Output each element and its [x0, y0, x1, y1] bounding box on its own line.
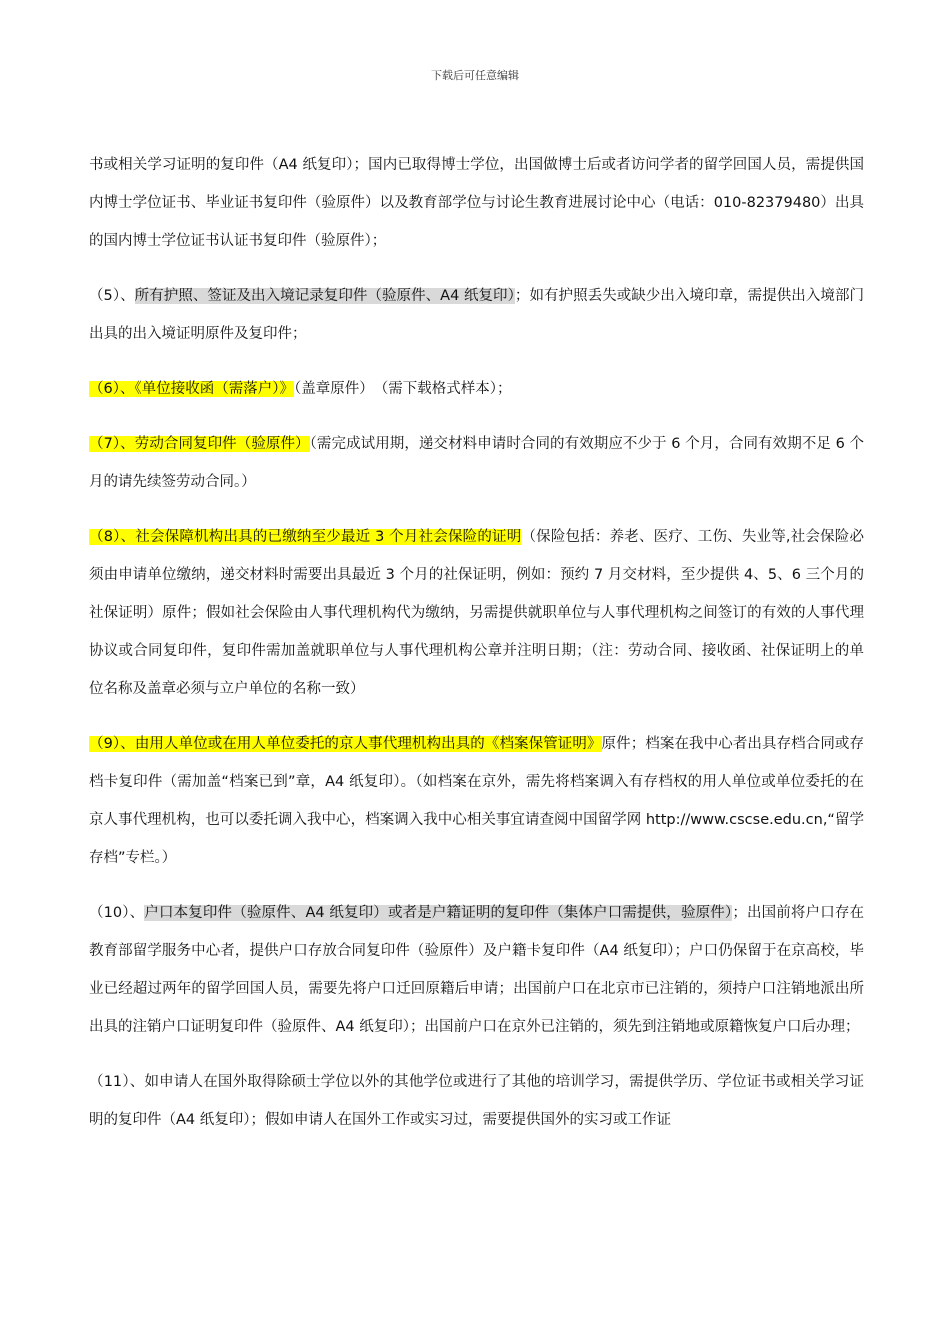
- paragraph-item-10: [89, 894, 864, 1046]
- paragraph-item-6: [89, 370, 864, 408]
- paragraph-text: （保险包括：养老、医疗、工伤、失业等,社会保险必须由申请单位缴纳，递交材料时需要出具最近 3 个月的社保证明，例如：预约 7 月交材料，至少提供 4、5、6 三个月的社保证明）原件；假如社会保险由人事代理机构代为缴纳，另需提供就职单位与人事代理机构之间签订的有效的人事代理协议或合同复印件，复印件需加盖就职单位与人事代理机构公章并注明日期；（注：劳动合同、接收函、社保证明上的单位名称及盖章必须与立户单位的名称一致）: [89, 529, 865, 697]
- paragraph-item-5: [89, 277, 864, 353]
- highlighted-text: 所有护照、签证及出入境记录复印件（验原件、A4 纸复印）: [134, 288, 515, 304]
- paragraph-text: ；如有护照丢失或缺少出入境印章，需提供出入境部门出具的出入境证明原件及复印件；: [89, 288, 864, 342]
- paragraph-text: （需完成试用期，递交材料申请时合同的有效期应不少于 6 个月，合同有效期不足 6 个月的请先续签劳动合同。）: [89, 436, 864, 490]
- document-body: [89, 146, 864, 1156]
- highlighted-text: 户口本复印件（验原件、A4 纸复印）或者是户籍证明的复印件（集体户口需提供，验原件）: [144, 905, 733, 921]
- highlighted-text: （7）、劳动合同复印件（验原件）: [89, 436, 310, 452]
- item-number: （5）、: [89, 288, 135, 304]
- paragraph-item-7: [89, 425, 864, 501]
- item-number: （10）、: [89, 905, 145, 921]
- paragraph-text: （11）、如申请人在国外取得除硕士学位以外的其他学位或进行了其他的培训学习，需提供学历、学位证书或相关学习证明的复印件（A4 纸复印）；假如申请人在国外工作或实习过，需要提供国外的实习或工作证: [89, 1074, 864, 1128]
- paragraph-continuation: [89, 146, 864, 260]
- paragraph-text: 原件；档案在我中心者出具存档合同或存档卡复印件（需加盖“档案已到”章，A4 纸复印）。（如档案在京外，需先将档案调入有存档权的用人单位或单位委托的在京人事代理机构，也可以委托调入我中心，档案调入我中心相关事宜请查阅中国留学网 http://www.cscse.edu.cn,“留学存档”专栏。）: [89, 736, 864, 866]
- highlighted-text: （9）、由用人单位或在用人单位委托的京人事代理机构出具的《档案保管证明》: [89, 736, 602, 752]
- highlighted-text: （6）、《单位接收函（需落户）》: [89, 381, 294, 397]
- paragraph-text: （盖章原件） （需下载格式样本）；: [293, 381, 512, 397]
- paragraph-item-9: [89, 725, 864, 877]
- paragraph-item-8: [89, 518, 864, 708]
- paragraph-text: 书或相关学习证明的复印件（A4 纸复印）；国内已取得博士学位，出国做博士后或者访问学者的留学回国人员，需提供国内博士学位证书、毕业证书复印件（验原件）以及教育部学位与讨论生教育进展讨论中心（电话：010-82379480）出具的国内博士学位证书认证书复印件（验原件）；: [89, 157, 864, 249]
- highlighted-text: （8）、社会保障机构出具的已缴纳至少最近 3 个月社会保险的证明: [89, 529, 522, 545]
- paragraph-text: ；出国前将户口存在教育部留学服务中心者，提供户口存放合同复印件（验原件）及户籍卡复印件（A4 纸复印）；户口仍保留于在京高校，毕业已经超过两年的留学回国人员，需要先将户口迁回原籍后申请；出国前户口在北京市已注销的，须持户口注销地派出所出具的注销户口证明复印件（验原件、A4 纸复印）；出国前户口在京外已注销的，须先到注销地或原籍恢复户口后办理；: [89, 905, 865, 1035]
- page-header: 下载后可任意编辑: [431, 69, 519, 82]
- paragraph-item-11: [89, 1063, 864, 1139]
